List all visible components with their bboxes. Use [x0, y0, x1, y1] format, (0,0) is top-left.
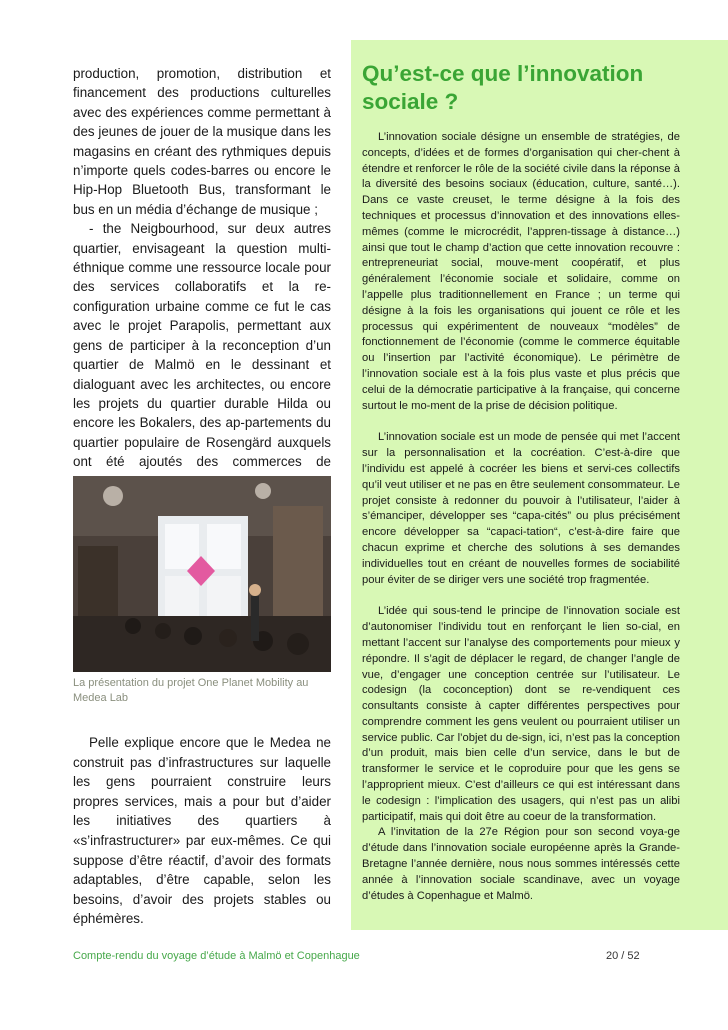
event-photo — [73, 476, 331, 672]
paragraph: production, promotion, distribution et financement des productions culturelles avec des expériences comme permettant à des jeunes de jouer de la musique dans les magasins en créant des rythmiques depuis n’importe quels codes-barres ou encore le Hip-Hop Bluetooth Bus, transformant le bus en un média d’échange de musique ; — [73, 66, 331, 217]
photo-illustration — [73, 476, 331, 672]
paragraph: L’idée qui sous-tend le principe de l’innovation sociale est d’autonomiser l’individu tout en renforçant le lien so-cial, en mettant l’accent sur l’analyse des comportements pour mieux y répondre. Il s’agit de déplacer le regard, de changer l’angle de vue, d’engager une conception centrée sur l’utilisateur. Le codesign (la coconception) dont se re-vendiquent ces consultants consiste à capter différentes perspectives pour comprendre comment les gens veulent ou pourraient utiliser un service public. Car l’objet du de-sign, ici, n’est pas la conception d’un produit, mais bien celle d’un service, dans le but de transformer le service et le coproduire pour que les gens se l’approprient mieux. C’est d’ailleurs ce qui est intéressant dans le codesign : l’implication des usagers, qui n’est pas un alibi participatif, mais qui doit être au coeur de la transformation. — [362, 605, 680, 823]
page-number: 20 / 52 — [606, 950, 640, 962]
sidebar-title: Qu’est-ce que l’innovation sociale ? — [362, 61, 644, 114]
paragraph: L’innovation sociale désigne un ensemble de stratégies, de concepts, d’idées et de formes d’organisation qui cher-chent à étendre et renforcer le rôle de la société civile dans la réponse à la diversité des besoins sociaux (éducation, culture, santé…). Dans ce vaste creuset, le terme désigne à la fois des techniques et processus d’innovation et des innovations elles-mêmes (comme le microcrédit, l’appren-tissage à distance…) ainsi que tout le champ d’action que cette innovation recouvre : entrepreneuriat social, mouve-ment coopératif, et plus généralement l’économie sociale et solidaire, comme on l’appelle plus traditionnellement en France ; un terme qui désigne à la fois les organisations qui jouent ce rôle et les processus qui expérimentent de nouveaux “modèles” de fonctionnement de l’économie (comme le commerce équitable ou l’insertion par l’activité économique). Le périmètre de l’innovation sociale est à la fois plus vaste et plus précis que celui de la démocratie participative à la française, qui concerne surtout le mo-ment de la prise de décision politique. — [362, 131, 680, 412]
paragraph: Pelle explique encore que le Medea ne construit pas d’infrastructures sur laquelle les gens pourraient construire leurs propres services, mais a pour but d’aider les initiatives des quartiers à «s’infrastructurer» par eux-mêmes. Ce qui suppose d’être réactif, d’avoir des formats adaptables, d’être capable, selon les besoins, d’avoir des projets stables ou éphémères. — [73, 735, 331, 927]
paragraph: L’innovation sociale est un mode de pensée qui met l’accent sur la personnalisation et la cocréation. C’est-à-dire que l’individu est appelé à cocréer les biens et servi-ces collectifs qu’il veut utiliser et ne pas en être seulement consommateur. Le projet consiste à redonner du pouvoir à l’utilisateur, l’aider à s’émanciper, développer ses “capa-cités” ou plus précisément encore développer sa “capaci-tation“, c’est-à-dire faire que chacun exprime et cherche des solutions à ses demandes individuelles tout en créant de nouvelles formes de sociabilité pour éviter de se diriger vers une société trop fragmentée. — [362, 431, 680, 586]
left-column-bottom — [73, 733, 331, 929]
paragraph: - the Neigbourhood, sur deux autres quartier, envisageant la question multi-éthnique comme une ressource locale pour des services collaboratifs et la re-configuration urbaine comme ce fut le cas avec le projet Parapolis, permettant aux gens de participer à la reconception d’un quartier de Malmö en le dessinant et dialoguant avec les architectes, ou encore les projets du quartier durable Hilda ou encore les Bokalers, des ap-partements du quartier populaire de Rosengärd auxquels ont été ajoutés des commerces de — [73, 221, 331, 470]
paragraph: A l’invitation de la 27e Région pour son second voya-ge d’étude dans l’innovation sociale européenne après la Grande-Bretagne l’année dernière, nous nous sommes intéressés cette année à l’innovation sociale scandinave, avec un voyage d’études à Copenhague et Malmö. — [362, 826, 680, 902]
sidebar-content — [362, 60, 680, 904]
photo-caption: La présentation du projet One Planet Mobility au Medea Lab — [73, 677, 309, 704]
left-column-top — [73, 64, 331, 491]
footer-title: Compte-rendu du voyage d’étude à Malmö et Copenhague — [73, 950, 360, 962]
